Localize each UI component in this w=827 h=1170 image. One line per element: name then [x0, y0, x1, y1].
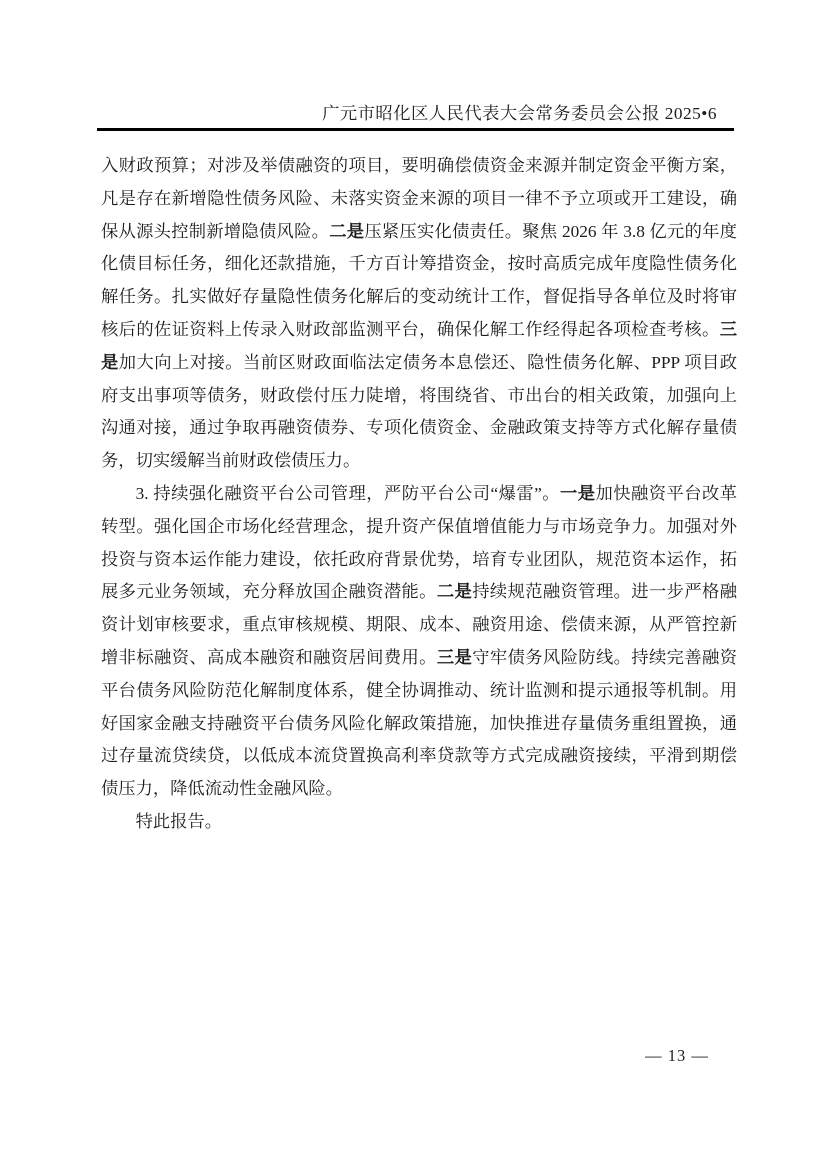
- emphasis-run: 一是: [560, 483, 596, 503]
- text-run: 加大向上对接。当前区财政面临法定债务本息偿还、隐性债务化解、PPP 项目政府支出事项等债务，财政偿付压力陡增，将围绕省、市出台的相关政策，加强向上沟通对接，通过争取再融资债券、专项化债资金、金融政策支持等方式化解存量债务，切实缓解当前财政偿债压力。: [101, 352, 737, 471]
- text-run: 特此报告。: [135, 811, 223, 831]
- text-run: 入财政预算；对涉及举债融资的项目，要明确偿债资金来源并制定资金平衡方案，凡是存在新增隐性债务风险、未落实资金来源的项目一律不予立项或开工建设，确保从源头控制新增隐债风险。: [101, 156, 737, 241]
- text-run: 持续规范融资管理。进一步严格融资计划审核要求，重点审核规模、期限、成本、融资用途、偿债来源，从严管控新增非标融资、高成本融资和融资居间费用。: [101, 582, 737, 667]
- page-number: — 13 —: [645, 1046, 709, 1065]
- text-run: 3. 持续强化融资平台公司管理，严防平台公司“爆雷”。: [135, 483, 560, 503]
- page-footer: [611, 1046, 743, 1066]
- paragraph: [101, 150, 737, 478]
- emphasis-run: 三是: [436, 647, 473, 667]
- paragraph: [101, 806, 737, 839]
- text-run: 压紧压实化债责任。聚焦 2026 年 3.8 亿元的年度化债目标任务，细化还款措施，千方百计筹措资金，按时高质完成年度隐性债务化解任务。扎实做好存量隐性债务化解后的变动统计工作，督促指导各单位及时将审核后的佐证资料上传录入财政部监测平台，确保化解工作经得起各项检查考核。: [101, 221, 737, 339]
- paragraph: [101, 478, 737, 806]
- emphasis-run: 三是: [101, 319, 737, 372]
- document-body: [101, 150, 737, 839]
- emphasis-run: 二是: [436, 582, 473, 602]
- header-title: 广元市昭化区人民代表大会常务委员会公报 2025•6: [322, 104, 717, 123]
- text-run: 加快融资平台改革转型。强化国企市场化经营理念，提升资产保值增值能力与市场竞争力。加强对外投资与资本运作能力建设，依托政府背景优势，培育专业团队，规范资本运作，拓展多元业务领域，充分释放国企融资潜能。: [101, 483, 737, 602]
- text-run: 守牢债务风险防线。持续完善融资平台债务风险防范化解制度体系，健全协调推动、统计监测和提示通报等机制。用好国家金融支持融资平台债务风险化解政策措施，加快推进存量债务重组置换，通过存量流贷续贷，以低成本流贷置换高利率贷款等方式完成融资接续，平滑到期偿债压力，降低流动性金融风险。: [101, 647, 737, 799]
- emphasis-run: 二是: [329, 221, 365, 241]
- header-rule: [97, 128, 734, 131]
